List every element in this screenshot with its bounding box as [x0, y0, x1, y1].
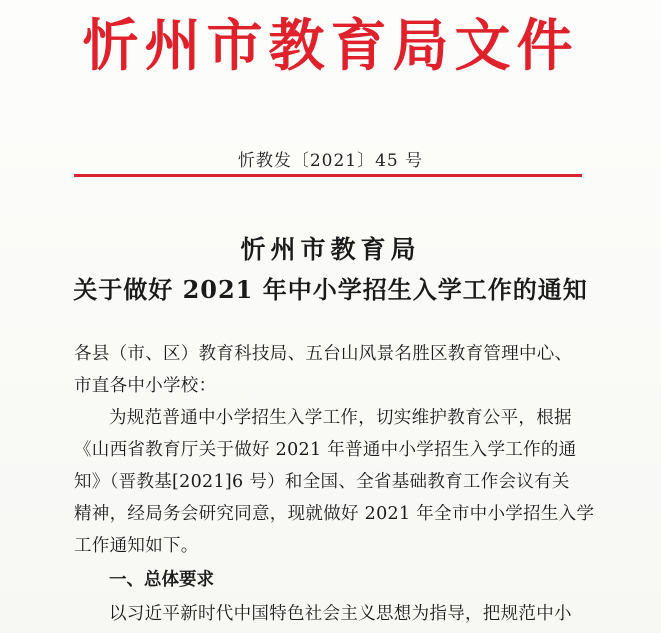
red-divider-rule [74, 174, 582, 177]
notice-title-issuer: 忻州市教育局 [240, 235, 421, 264]
paragraph-line: 知》（晋教基[2021]6 号）和全国、全省基础教育工作会议有关 [74, 472, 570, 492]
paragraph-line: 《山西省教育厅关于做好 2021 年普通中小学招生入学工作的通 [74, 440, 577, 460]
paragraph-line: 精神，经局务会研究同意，现就做好 2021 年全市中小学招生入学 [74, 504, 595, 524]
paragraph-line: 工作通知如下。 [74, 536, 199, 556]
paragraph-line: 以习近平新时代中国特色社会主义思想为指导，把规范中小 [109, 604, 572, 624]
salutation-line-2: 市直各中小学校： [74, 376, 217, 396]
document-header-title: 忻州市教育局文件 [82, 14, 579, 79]
salutation-line-1: 各县（市、区）教育科技局、五台山风景名胜区教育管理中心、 [74, 344, 573, 364]
paragraph-line: 为规范普通中小学招生入学工作，切实维护教育公平，根据 [109, 408, 572, 428]
section-heading: 一、总体要求 [109, 570, 214, 590]
document-number: 忻教发〔2021〕45 号 [237, 151, 424, 171]
notice-title-subject: 关于做好 2021 年中小学招生入学工作的通知 [73, 275, 588, 304]
